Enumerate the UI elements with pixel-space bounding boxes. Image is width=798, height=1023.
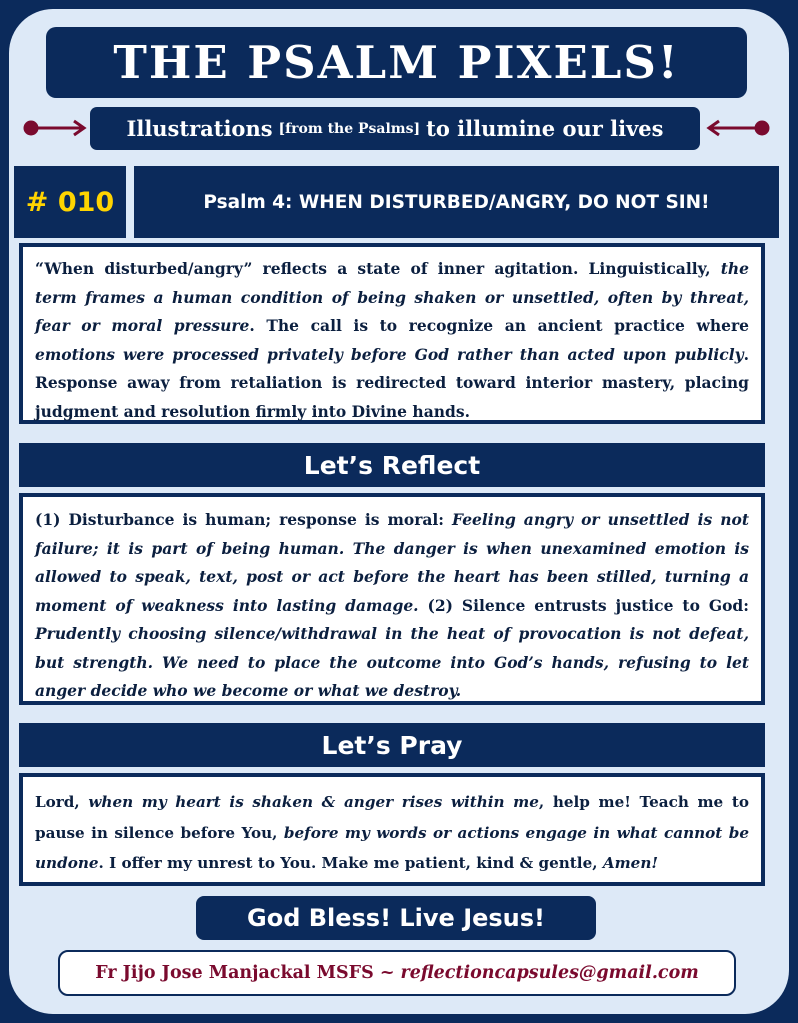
pray-italic-2: before my words or actions engage in what cannot be undone: [35, 823, 749, 872]
intro-italic-1: the term frames a human condition of being shaken or unsettled, often by threat, fear or moral pressure: [35, 259, 749, 335]
subtitle-part-1: Illustrations: [126, 116, 273, 141]
intro-paragraph: [19, 243, 765, 424]
blessing-text: God Bless! Live Jesus!: [247, 904, 545, 932]
page-title: THE PSALM PIXELS!: [113, 36, 680, 89]
subtitle-part-2: to illumine our lives: [426, 116, 664, 141]
author-email: reflectioncapsules@gmail.com: [400, 963, 699, 983]
blessing-banner: [196, 896, 596, 940]
reflect-text-1: (1) Disturbance is human; response is moral:: [35, 510, 453, 529]
prayer-paragraph: [19, 773, 765, 886]
subtitle-banner: [90, 107, 700, 150]
intro-italic-2: emotions were processed privately before God rather than acted upon publicly: [35, 344, 744, 364]
pray-italic-1: when my heart is shaken & anger rises within me: [88, 793, 539, 811]
psalm-title-box: [134, 166, 779, 238]
intro-text-2: . The call is to recognize an ancient practice where: [249, 316, 749, 335]
title-banner: [46, 27, 747, 98]
psalm-title: Psalm 4: WHEN DISTURBED/ANGRY, DO NOT SIN!: [203, 191, 710, 213]
reflect-paragraph: [19, 493, 765, 705]
author-name: Fr Jijo Jose Manjackal MSFS ~: [95, 963, 395, 983]
arrow-left-icon: [703, 116, 771, 140]
pray-text-3: . I offer my unrest to You. Make me patient, kind & gentle,: [98, 854, 603, 872]
reflect-text-2: (2) Silence entrusts justice to God:: [418, 595, 749, 615]
pray-text-1: Lord,: [35, 793, 89, 811]
author-footer: [58, 950, 736, 996]
intro-text-3: . Response away from retaliation is redirected toward interior mastery, placing judgment and resolution firmly into Divine hands.: [35, 344, 749, 421]
reflect-italic-2: Prudently choosing silence/withdrawal in the heat of provocation is not defeat, but strength. We need to place the outcome into God’s hands, refusing to let anger decide who we become or what we destroy.: [35, 624, 749, 700]
episode-number: # 010: [25, 186, 115, 218]
pray-text-2: , help me! Teach me to pause in silence before You,: [35, 793, 749, 842]
arrow-right-icon: [22, 116, 90, 140]
pray-heading: Let’s Pray: [321, 730, 463, 760]
reflect-italic-1: Feeling angry or unsettled is not failure; it is part of being human. The danger is when unexamined emotion is allowed to speak, text, post or act before the heart has been stilled, turning a moment of weakness into lasting damage.: [35, 510, 749, 615]
reflect-heading-bar: [19, 443, 765, 487]
episode-number-box: [14, 166, 126, 238]
subtitle-bracket: [from the Psalms]: [278, 120, 421, 137]
pray-heading-bar: [19, 723, 765, 767]
reflect-heading: Let’s Reflect: [303, 450, 481, 480]
intro-text-1: “When disturbed/angry” reflects a state of inner agitation. Linguistically,: [35, 259, 721, 278]
pray-italic-3: Amen!: [602, 854, 659, 872]
